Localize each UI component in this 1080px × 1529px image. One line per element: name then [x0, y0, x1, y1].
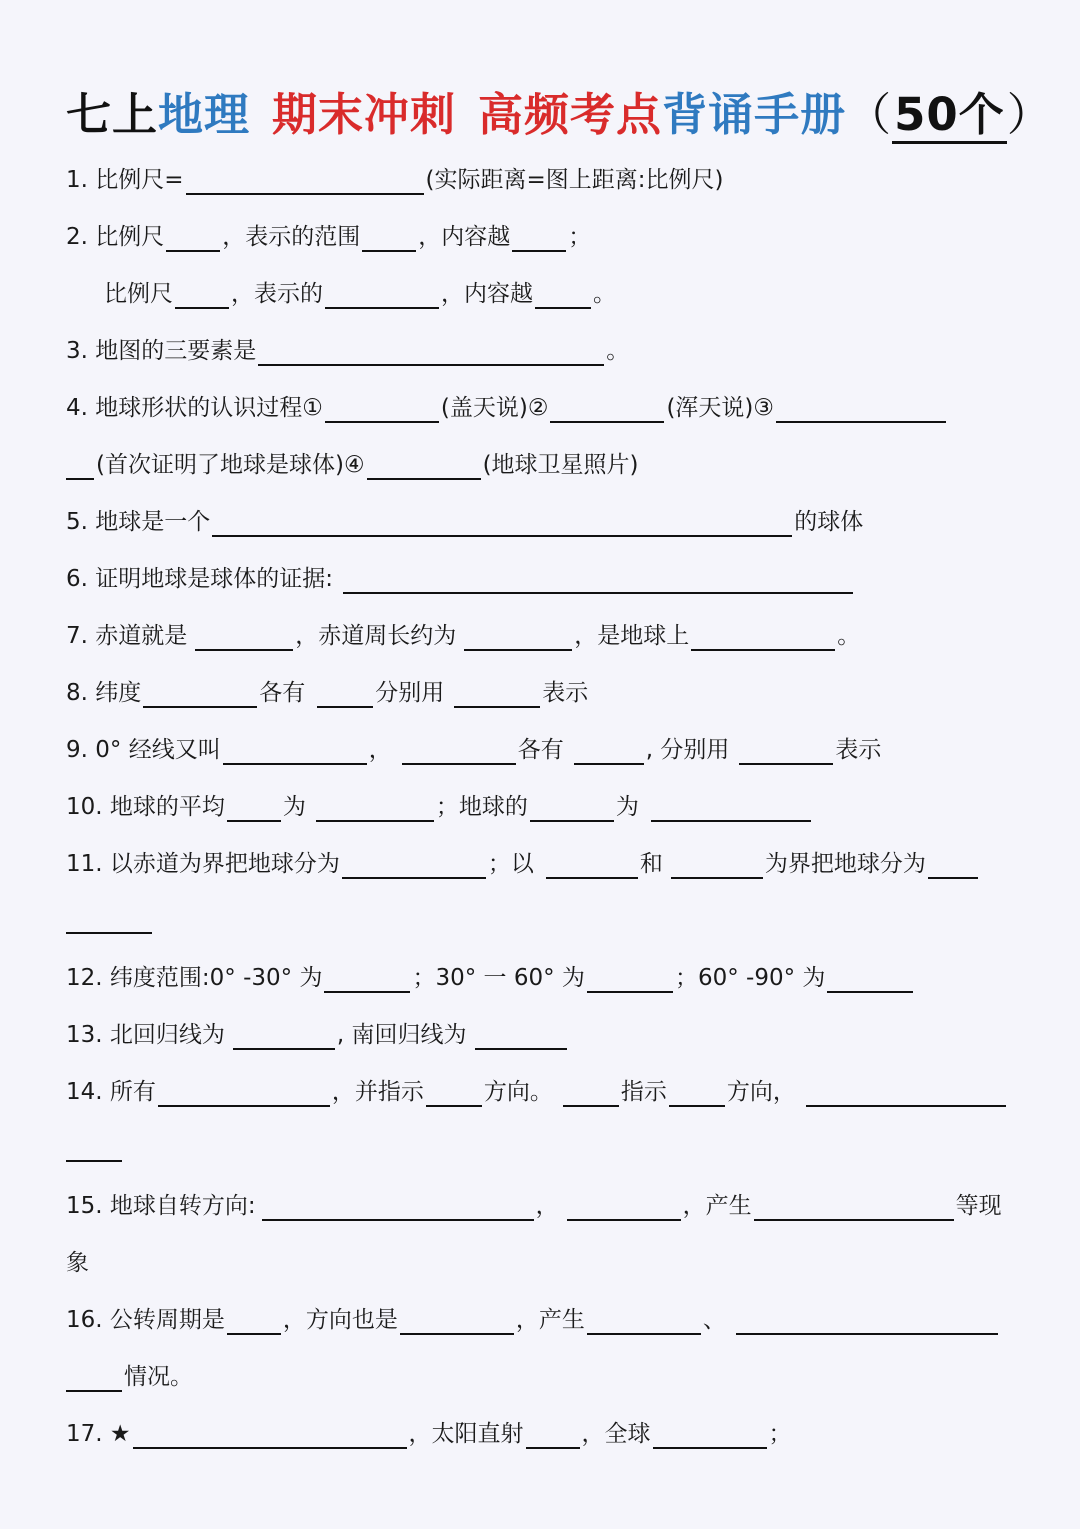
question-text: (浑天说)③	[666, 395, 775, 421]
question-text: ；地球的	[435, 794, 528, 820]
question-text: 。	[837, 623, 861, 649]
answer-blank[interactable]	[464, 623, 572, 651]
question-text: ，表示的	[231, 281, 323, 307]
question-text: 2. 比例尺	[66, 224, 165, 250]
answer-blank[interactable]	[158, 1079, 330, 1107]
question-5	[66, 507, 863, 537]
question-text: 14. 所有	[66, 1079, 156, 1105]
question-text: (地球卫星照片)	[482, 452, 639, 478]
answer-blank[interactable]	[223, 737, 367, 765]
title-points: 高频考点	[478, 88, 663, 141]
question-text: 比例尺	[104, 281, 173, 307]
answer-blank[interactable]	[475, 1022, 567, 1050]
question-11	[66, 849, 980, 879]
answer-blank[interactable]	[574, 737, 644, 765]
answer-blank[interactable]	[66, 1364, 122, 1392]
question-10	[66, 792, 813, 822]
question-text: ，产生	[515, 1307, 585, 1333]
question-15-continued	[66, 1248, 89, 1278]
answer-blank[interactable]	[535, 281, 591, 309]
answer-blank[interactable]	[133, 1421, 407, 1449]
question-text: 表示	[835, 737, 882, 763]
question-text: , 南回归线为	[336, 1022, 467, 1048]
answer-blank[interactable]	[166, 224, 220, 252]
answer-blank[interactable]	[402, 737, 516, 765]
title-subject: 地理	[158, 88, 251, 141]
question-text: ，赤道周长约为	[295, 623, 457, 649]
answer-blank[interactable]	[317, 680, 373, 708]
question-text: 11. 以赤道为界把地球分为	[66, 851, 340, 877]
question-text: 5. 地球是一个	[66, 509, 211, 535]
question-14	[66, 1077, 1008, 1107]
question-1	[66, 165, 724, 195]
answer-blank[interactable]	[827, 965, 913, 993]
question-text: 10. 地球的平均	[66, 794, 225, 820]
answer-blank[interactable]	[653, 1421, 767, 1449]
question-text: ；60° -90° 为	[674, 965, 826, 991]
question-4	[66, 393, 948, 423]
answer-blank[interactable]	[195, 623, 293, 651]
question-text: ，太阳直射	[408, 1421, 524, 1447]
question-text: 为	[282, 794, 306, 820]
question-text: 。	[593, 281, 616, 307]
answer-blank[interactable]	[66, 1134, 122, 1162]
question-text: 为界把地球分为	[764, 851, 926, 877]
question-2	[66, 222, 591, 252]
question-14-continued	[66, 1134, 124, 1162]
question-text: 为	[615, 794, 639, 820]
question-text: ，	[368, 737, 392, 763]
answer-blank[interactable]	[454, 680, 540, 708]
answer-blank[interactable]	[806, 1079, 1006, 1107]
answer-blank[interactable]	[546, 851, 638, 879]
question-text: 。	[606, 338, 630, 364]
question-text: 情况。	[124, 1364, 193, 1390]
question-text: ；	[568, 224, 592, 250]
title-handbook: 背诵手册	[662, 88, 847, 141]
answer-blank[interactable]	[316, 794, 434, 822]
answer-blank[interactable]	[227, 1307, 281, 1335]
question-11-continued	[66, 906, 154, 934]
title-exam: 期末冲刺	[272, 88, 457, 141]
question-text: 象	[66, 1250, 89, 1276]
question-text: 13. 北回归线为	[66, 1022, 225, 1048]
answer-blank[interactable]	[186, 167, 424, 195]
answer-blank[interactable]	[754, 1193, 954, 1221]
question-text: ，全球	[581, 1421, 651, 1447]
answer-blank[interactable]	[143, 680, 257, 708]
answer-blank[interactable]	[66, 906, 152, 934]
question-13	[66, 1020, 569, 1050]
question-4-continued	[66, 450, 639, 480]
question-2-continued	[104, 279, 616, 309]
question-text: ，是地球上	[574, 623, 690, 649]
answer-blank[interactable]	[651, 794, 811, 822]
question-text: 的球体	[794, 509, 864, 535]
question-text: 16. 公转周期是	[66, 1307, 225, 1333]
question-text: 方向，	[726, 1079, 796, 1105]
answer-blank[interactable]	[362, 224, 416, 252]
answer-blank[interactable]	[526, 1421, 580, 1449]
question-text: 各有	[517, 737, 564, 763]
question-text: , 分别用	[645, 737, 730, 763]
question-text: ；30° 一 60° 为	[412, 965, 585, 991]
question-text: ，内容越	[441, 281, 533, 307]
question-text: (盖天说)②	[440, 395, 549, 421]
question-text: 分别用	[375, 680, 445, 706]
question-text: 各有	[259, 680, 306, 706]
question-text: 和	[639, 851, 663, 877]
question-text: (实际距离=图上距离:比例尺)	[425, 167, 724, 193]
answer-blank[interactable]	[175, 281, 229, 309]
answer-blank[interactable]	[736, 1307, 998, 1335]
question-17	[66, 1419, 792, 1449]
answer-blank[interactable]	[563, 1079, 619, 1107]
question-16-continued	[66, 1362, 193, 1392]
answer-blank[interactable]	[567, 1193, 681, 1221]
question-text: 9. 0° 经线又叫	[66, 737, 221, 763]
question-16	[66, 1305, 1000, 1335]
answer-blank[interactable]	[324, 965, 410, 993]
question-12	[66, 963, 915, 993]
question-7	[66, 621, 860, 651]
question-text: ，	[535, 1193, 559, 1219]
question-text: 、	[702, 1307, 726, 1333]
answer-blank[interactable]	[342, 851, 486, 879]
question-text: 4. 地球形状的认识过程①	[66, 395, 323, 421]
question-text: 表示	[542, 680, 589, 706]
question-text: 15. 地球自转方向:	[66, 1193, 256, 1219]
question-text: ，产生	[682, 1193, 752, 1219]
title-grade: 七上	[66, 88, 159, 141]
answer-blank[interactable]	[426, 1079, 482, 1107]
question-text: 6. 证明地球是球体的证据:	[66, 566, 334, 592]
answer-blank[interactable]	[776, 395, 946, 423]
answer-blank[interactable]	[212, 509, 792, 537]
question-text: ，表示的范围	[222, 224, 361, 250]
question-text: 等现	[955, 1193, 1002, 1219]
question-text: ，内容越	[418, 224, 511, 250]
question-15	[66, 1191, 1002, 1221]
question-text: 7. 赤道就是	[66, 623, 188, 649]
title-count: 50个	[892, 88, 1007, 144]
question-text: 方向。	[483, 1079, 553, 1105]
answer-blank[interactable]	[587, 1307, 701, 1335]
answer-blank[interactable]	[671, 851, 763, 879]
answer-blank[interactable]	[530, 794, 614, 822]
answer-blank[interactable]	[928, 851, 978, 879]
answer-blank[interactable]	[227, 794, 281, 822]
answer-blank[interactable]	[66, 452, 94, 480]
question-text: 8. 纬度	[66, 680, 142, 706]
question-6	[66, 564, 855, 594]
answer-blank[interactable]	[367, 452, 481, 480]
question-text: 1. 比例尺=	[66, 167, 184, 193]
answer-blank[interactable]	[550, 395, 664, 423]
question-text: ，方向也是	[282, 1307, 398, 1333]
answer-blank[interactable]	[512, 224, 566, 252]
question-9	[66, 735, 881, 765]
question-text: ，并指示	[331, 1079, 424, 1105]
question-text: 指示	[620, 1079, 667, 1105]
answer-blank[interactable]	[258, 338, 604, 366]
question-text: 12. 纬度范围:0° -30° 为	[66, 965, 323, 991]
page-title: 七上地理 期末冲刺 高频考点背诵手册（50个）	[66, 78, 1053, 143]
answer-blank[interactable]	[325, 281, 439, 309]
answer-blank[interactable]	[739, 737, 833, 765]
question-text: 17. ★	[66, 1421, 131, 1447]
question-text: (首次证明了地球是球体)④	[96, 452, 365, 478]
answer-blank[interactable]	[587, 965, 673, 993]
question-text: ；	[768, 1421, 792, 1447]
answer-blank[interactable]	[691, 623, 835, 651]
question-8	[66, 678, 588, 708]
answer-blank[interactable]	[233, 1022, 335, 1050]
answer-blank[interactable]	[669, 1079, 725, 1107]
answer-blank[interactable]	[325, 395, 439, 423]
question-text: ；以	[487, 851, 534, 877]
answer-blank[interactable]	[262, 1193, 534, 1221]
question-text: 3. 地图的三要素是	[66, 338, 257, 364]
answer-blank[interactable]	[343, 566, 853, 594]
answer-blank[interactable]	[400, 1307, 514, 1335]
question-3	[66, 336, 629, 366]
